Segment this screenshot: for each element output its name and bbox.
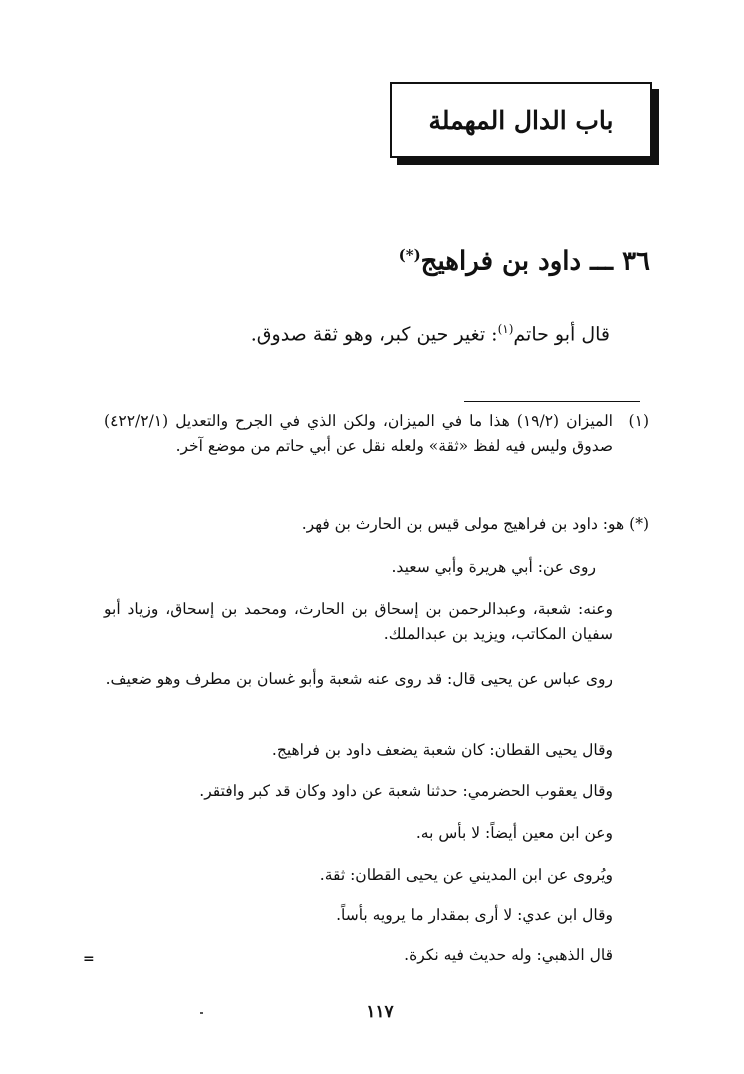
statement-footnote-ref: (١) bbox=[497, 322, 514, 336]
entry-name: داود بن فراهيج bbox=[420, 246, 582, 277]
narrated-from: روى عن: أبي هريرة وأبي سعيد. bbox=[391, 558, 596, 576]
chapter-title: باب الدال المهملة bbox=[428, 105, 614, 135]
footnote-star-marker: (*) bbox=[629, 515, 649, 533]
narrators-from-him: وعنه: شعبة، وعبدالرحمن بن إسحاق بن الحارث، ومحمد بن إسحاق، وزياد أبو سفيان المكاتب، ويزيد بن عبدالملك. bbox=[104, 600, 613, 643]
entry-statement bbox=[251, 322, 610, 345]
page-number: ١١٧ bbox=[366, 1002, 394, 1022]
footnote-star-intro: هو: داود بن فراهيج مولى قيس بن الحارث بن فهر. bbox=[301, 515, 625, 533]
margin-mark: = bbox=[83, 951, 95, 967]
entry-dash: ـــ bbox=[590, 246, 613, 277]
entry-number: ٣٦ bbox=[622, 246, 650, 277]
hadrami-report: وقال يعقوب الحضرمي: حدثنا شعبة عن داود وكان قد كبر وافتقر. bbox=[199, 782, 613, 800]
footnote-1-text: الميزان (١٩/٢) هذا ما في الميزان، ولكن الذي في الجرح والتعديل (٤٢٢/٢/١) صدوق وليس فيه لفظ «ثقة» ولعله نقل عن أبي حاتم من موضع آخر. bbox=[104, 412, 613, 455]
ibn-maeen-report: وعن ابن معين أيضاً: لا بأس به. bbox=[415, 824, 613, 842]
ibn-adi-report: وقال ابن عدي: لا أرى بمقدار ما يرويه بأساً. bbox=[336, 906, 613, 924]
statement-prefix: قال أبو حاتم bbox=[513, 323, 610, 346]
chapter-title-box bbox=[390, 82, 652, 158]
entry-note-marker: (*) bbox=[398, 246, 421, 264]
footnote-1-marker: (١) bbox=[628, 412, 649, 430]
footnote-separator bbox=[464, 401, 640, 402]
ibn-madini-report: ويُروى عن ابن المديني عن يحيى القطان: ثقة. bbox=[319, 866, 613, 884]
abbas-report: روى عباس عن يحيى قال: قد روى عنه شعبة وأبو غسان بن مطرف وهو ضعيف. bbox=[105, 670, 613, 688]
dhahabi-report: قال الذهبي: وله حديث فيه نكرة. bbox=[404, 946, 613, 964]
footnote-star-intro-line bbox=[302, 512, 649, 537]
footnote-1 bbox=[104, 409, 649, 459]
qattan-report: وقال يحيى القطان: كان شعبة يضعف داود بن فراهيج. bbox=[271, 741, 613, 759]
entry-heading bbox=[399, 246, 650, 277]
statement-text: : تغير حين كبر، وهو ثقة صدوق. bbox=[250, 323, 498, 346]
scan-speck bbox=[200, 1012, 203, 1014]
